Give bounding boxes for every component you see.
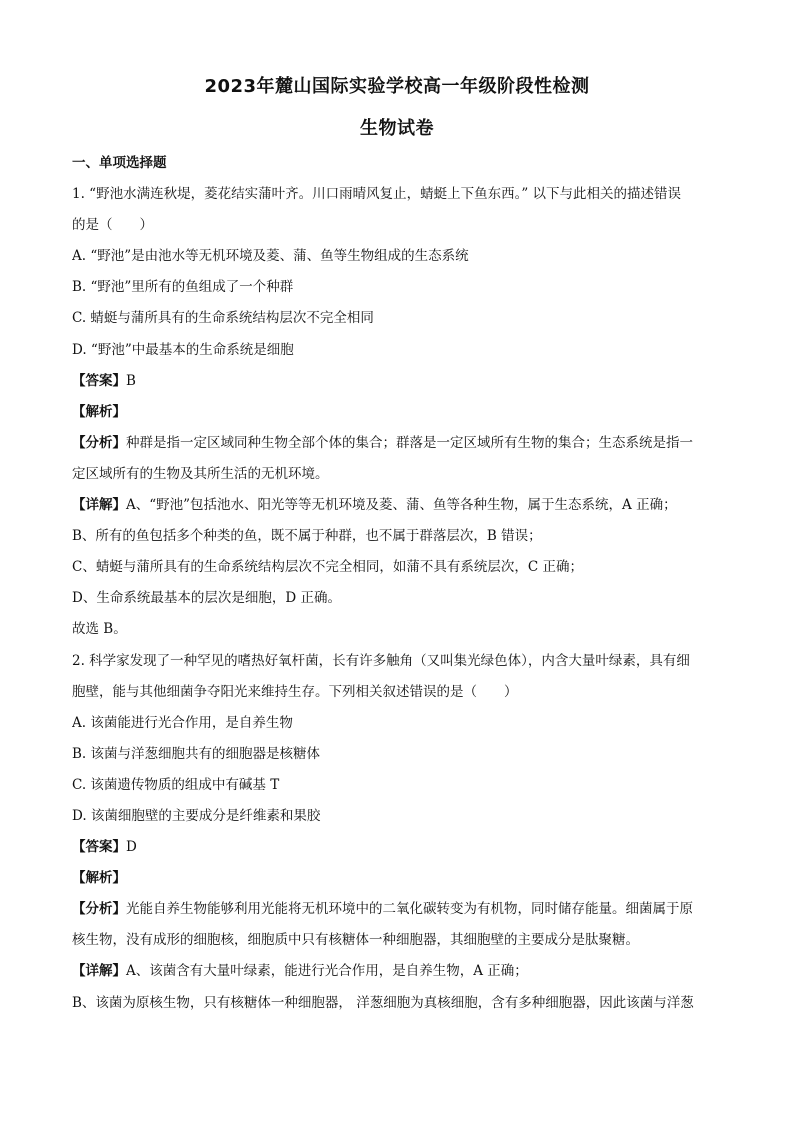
q2-option-c: C. 该菌遗传物质的组成中有碱基 T <box>72 776 280 793</box>
section-heading: 一、单项选择题 <box>72 155 167 171</box>
q1-xiangjie-text1: A、“野池”包括池水、阳光等等无机环境及菱、蒲、鱼等各种生物，属于生态系统，A 正确； <box>126 497 677 514</box>
q1-xiangjie-line2: B、所有的鱼包括多个种类的鱼，既不属于种群，也不属于群落层次，B 错误； <box>72 528 542 545</box>
q1-option-a: A. “野池”是由池水等无机环境及菱、蒲、鱼等生物组成的生态系统 <box>72 248 469 265</box>
q1-xiangjie-line3: C、蜻蜓与蒲所具有的生命系统结构层次不完全相同，如蒲不具有系统层次，C 正确； <box>72 559 583 576</box>
q1-answer-tag: 【答案】 <box>72 372 126 389</box>
q2-option-a: A. 该菌能进行光合作用，是自养生物 <box>72 714 293 731</box>
q1-fenxi-tag: 【分析】 <box>72 434 126 451</box>
q2-stem-line1: 2. 科学家发现了一种罕见的嗜热好氧杆菌，长有许多触角（又叫集光绿色体），内含大量叶绿素，具有细 <box>72 652 690 669</box>
q1-option-b: B. “野池”里所有的鱼组成了一个种群 <box>72 279 294 296</box>
q2-fenxi-text1: 光能自养生物能够利用光能将无机环境中的二氧化碳转变为有机物，同时储存能量。细菌属于原 <box>126 901 693 918</box>
q1-stem-line1: 1. “野池水满连秋堤，菱花结实蒲叶齐。川口雨晴风复止，蜻蜓上下鱼东西。” 以下与此相关的描述错误 <box>72 186 682 203</box>
q2-stem-line2: 胞壁，能与其他细菌争夺阳光来维持生存。下列相关叙述错误的是（ ） <box>72 683 518 700</box>
q2-option-b: B. 该菌与洋葱细胞共有的细胞器是核糖体 <box>72 745 321 762</box>
q1-fenxi-text1: 种群是指一定区域同种生物全部个体的集合；群落是一定区域所有生物的集合；生态系统是指一 <box>126 434 693 451</box>
q2-fenxi-line2: 核生物，没有成形的细胞核，细胞质中只有核糖体一种细胞器，其细胞壁的主要成分是肽聚糖。 <box>72 932 639 949</box>
q1-fenxi-line2: 定区域所有的生物及其所生活的无机环境。 <box>72 465 329 482</box>
q2-xiangjie-text1: A、该菌含有大量叶绿素，能进行光合作用，是自养生物，A 正确； <box>126 963 528 980</box>
q1-analysis-tag: 【解析】 <box>72 403 126 420</box>
q1-xiangjie-tag: 【详解】 <box>72 497 126 514</box>
q1-conclusion: 故选 B。 <box>72 621 127 638</box>
q1-option-d: D. “野池”中最基本的生命系统是细胞 <box>72 341 294 358</box>
q1-stem-line2: 的是（ ） <box>72 217 153 234</box>
q2-xiangjie-tag: 【详解】 <box>72 963 126 980</box>
q2-analysis-tag: 【解析】 <box>72 870 126 887</box>
q1-answer-value: B <box>126 372 136 389</box>
q2-fenxi-tag: 【分析】 <box>72 901 126 918</box>
q2-xiangjie-line1 <box>72 956 724 987</box>
q1-option-c: C. 蜻蜓与蒲所具有的生命系统结构层次不完全相同 <box>72 310 374 327</box>
q2-fenxi-line1 <box>72 894 724 925</box>
document-body <box>72 148 724 1019</box>
q2-option-d: D. 该菌细胞壁的主要成分是纤维素和果胶 <box>72 807 321 824</box>
q2-answer <box>72 832 724 863</box>
document-title: 2023年麓山国际实验学校高一年级阶段性检测 <box>204 76 590 97</box>
q1-xiangjie-line4: D、生命系统最基本的层次是细胞，D 正确。 <box>72 590 341 607</box>
q2-answer-value: D <box>126 839 137 856</box>
q1-xiangjie-line1 <box>72 490 724 521</box>
q1-answer <box>72 366 724 397</box>
q2-answer-tag: 【答案】 <box>72 839 126 856</box>
document-subtitle: 生物试卷 <box>360 118 434 139</box>
q1-fenxi-line1 <box>72 428 724 459</box>
q2-xiangjie-line2: B、该菌为原核生物，只有核糖体一种细胞器， 洋葱细胞为真核细胞，含有多种细胞器，因此该菌与洋葱 <box>72 994 694 1011</box>
